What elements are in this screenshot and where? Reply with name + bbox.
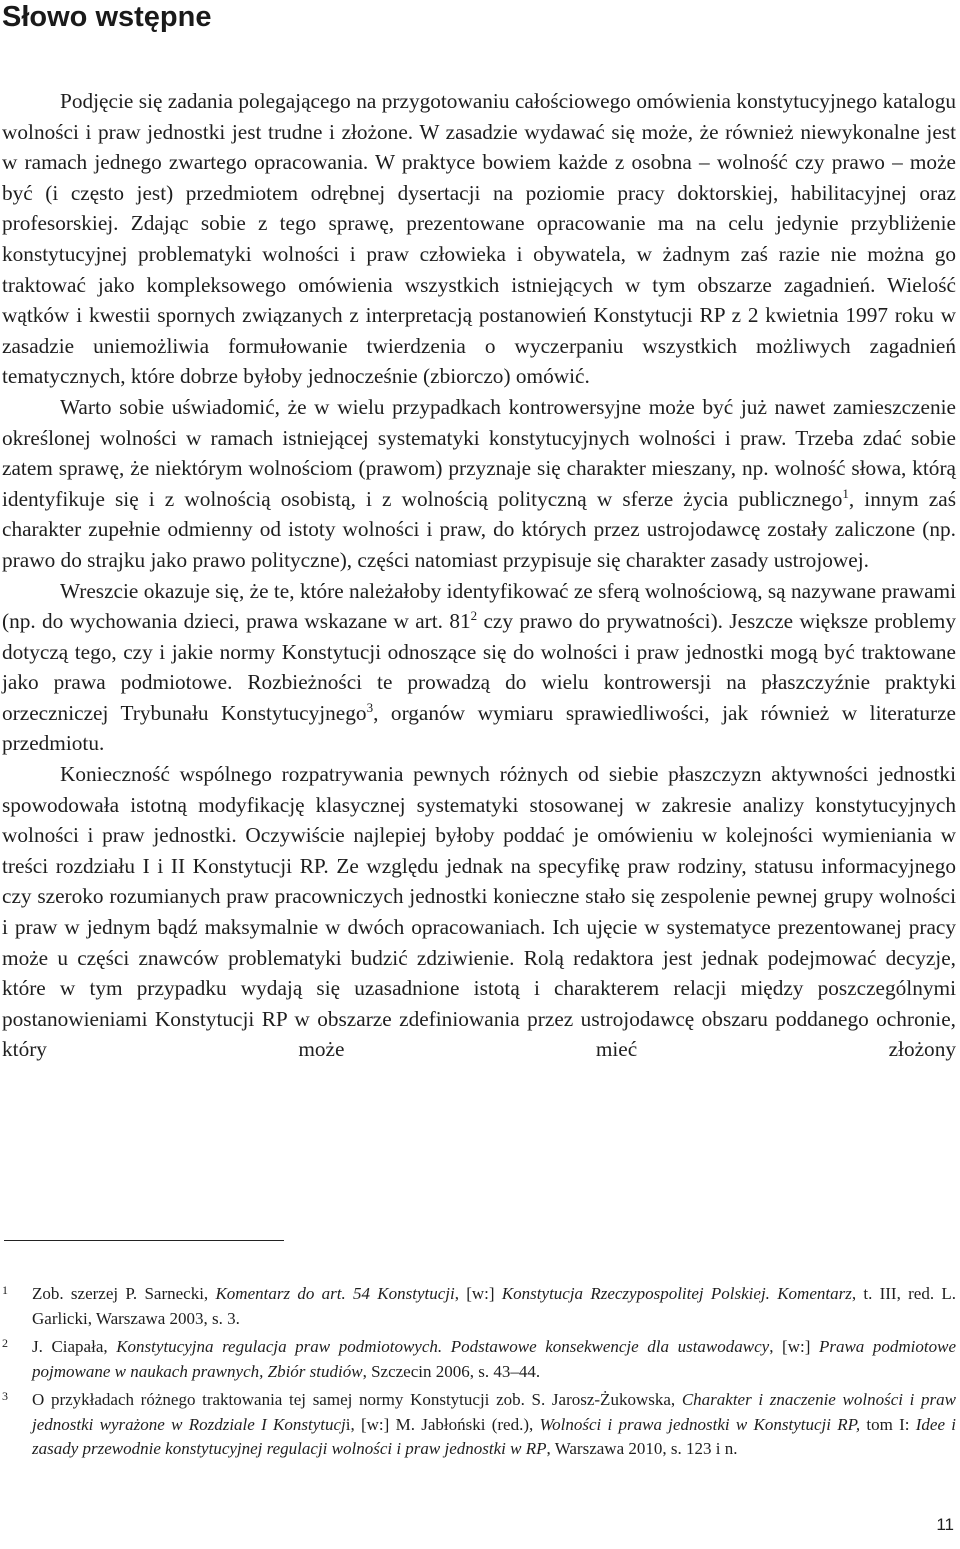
footnote-title: Prawa podmiotowe pojmowane w naukach prawnych, Zbiór studiów — [32, 1337, 956, 1381]
paragraph-2 — [2, 392, 956, 576]
page-heading: Słowo wstępne — [2, 1, 212, 33]
footnote-text: , Szczecin 2006, s. 43–44. — [362, 1361, 541, 1381]
footnotes — [2, 1282, 956, 1466]
footnote-1 — [2, 1282, 956, 1331]
footnote-2 — [2, 1335, 956, 1384]
footnote-number: 3 — [2, 1389, 8, 1403]
footnote-number: 2 — [2, 1336, 8, 1350]
footnote-text: J. Ciapała, — [32, 1337, 117, 1356]
footnote-title: Komentarz do art. 54 Konstytucji — [215, 1284, 455, 1303]
footnote-ref-1: 1 — [842, 485, 849, 501]
footnote-text: , Warszawa 2010, s. 123 i n. — [546, 1439, 738, 1458]
paragraph-3 — [2, 576, 956, 760]
footnote-separator — [4, 1240, 284, 1241]
footnote-title: Konstytucja Rzeczypospolitej Polskiej. Komentarz — [501, 1284, 852, 1303]
footnote-text: tom I: — [860, 1414, 916, 1434]
paragraph-3-part-c: , organów wymiaru sprawiedliwości, jak również w literaturze przedmiotu. — [2, 700, 956, 756]
paragraph-3-part-b: czy prawo do prywatności). Jeszcze większe problemy dotyczą tego, czy i jakie normy Konstytucji odnoszące się do wolności i praw jednostki mogą być traktowane jako prawa podmiotowe. Rozbieżności te prowadzą do wielu kontrowersji na płaszczyźnie praktyki orzeczniczej Trybunału Konstytucyjnego — [2, 609, 956, 725]
footnote-title: Wolności i prawa jednostki w Konstytucji RP, — [539, 1414, 861, 1434]
page-number: 11 — [936, 1515, 954, 1534]
footnote-ref-3: 3 — [366, 699, 374, 715]
footnote-text: , [w:] — [454, 1284, 502, 1303]
footnote-text: Zob. szerzej P. Sarnecki, — [32, 1284, 216, 1303]
paragraph-2-part-b: , innym zaś charakter zupełnie odmienny od istoty wolności i praw, do których przez ustrojodawcę zostały zaliczone (np. prawo do strajku jako prawo polityczne), części natomiast przypisuje się charakter zasady ustrojowej. — [2, 486, 957, 572]
paragraph-1: Podjęcie się zadania polegającego na przygotowaniu całościowego omówienia konstytucyjnego katalogu wolności i praw jednostki jest trudne i złożone. W zasadzie wydawać się może, że również niewykonalne jest w ramach jednego zwartego opracowania. W praktyce bowiem każde z osobna – wolność czy prawo – może być (i często jest) przedmiotem odrębnej dysertacji na poziomie pracy doktorskiej, habilitacyjnej oraz profesorskiej. Zdając sobie z tego sprawę, prezentowane opracowanie ma na celu jedynie przybliżenie konstytucyjnej problematyki wolności i praw człowieka i obywatela, w żadnym zaś razie nie można go traktować jako kompleksowego omówienia wszystkich istniejących w tym obszarze zagadnień. Wielość wątków i kwestii spornych związanych z interpretacją postanowień Konstytucji RP z 2 kwietnia 1997 roku w zasadzie uniemożliwia formułowanie twierdzenia o wyczerpaniu wszystkich możliwych zagadnień tematycznych, które dobrze byłoby jednocześnie (zbiorczo) omówić. — [2, 89, 956, 389]
footnote-title: Konstytucyjna regulacja praw podmiotowych. Podstawowe konsekwencje dla ustawodawcy — [116, 1337, 770, 1356]
footnote-3 — [2, 1388, 956, 1462]
footnote-text: O przykładach różnego traktowania tej samej normy Konstytucji zob. S. Jarosz-Żukowska, — [32, 1390, 682, 1409]
footnote-number: 1 — [2, 1283, 8, 1297]
paragraph-4: Konieczność wspólnego rozpatrywania pewnych różnych od siebie płaszczyzn aktywności jednostki spowodowała istotną modyfikację klasycznej systematyki stosowanej w zakresie analizy konstytucyjnych wolności i praw jednostki. Oczywiście najlepiej byłoby poddać je omówieniu w kolejności wymieniania w treści rozdziału I i II Konstytucji RP. Ze względu jednak na specyfikę praw rodziny, statusu informacyjnego czy szeroko rozumianych praw pracowniczych jednostki konieczne stało się zespolenie pewnej grupy wolności i praw w jednym bądź maksymalnie w dwóch opracowaniach. Ich ujęcie w systematyce prezentowanej pracy może u części znawców problematyki budzić zdziwienie. Rolą redaktora jest jednak podejmować decyzje, które w tym przypadku wydają się uzasadnione istotą i charakterem relacji między poszczególnymi postanowieniami Konstytucji RP w obszarze zdefiniowania przez ustrojodawcę obszaru poddanego ochronie, który może mieć złożony — [2, 762, 956, 1062]
footnote-text: i, [w:] M. Jabłoński (red.), — [345, 1414, 540, 1434]
footnote-text: , t. III, red. L. Garlicki, Warszawa 2003, s. 3. — [32, 1284, 956, 1328]
paragraph-3-part-a: Wreszcie okazuje się, że te, które należałoby identyfikować ze sferą wolnościową, są nazywane prawami (np. do wychowania dzieci, prawa wskazane w art. 81 — [2, 578, 956, 634]
footnote-title: Charakter i znaczenie wolności i praw jednostki wyrażone w Rozdziale I Konstytucj — [32, 1390, 956, 1434]
main-text — [2, 86, 956, 1065]
footnote-ref-2: 2 — [470, 608, 478, 624]
footnote-text: , [w:] — [769, 1337, 819, 1356]
footnote-title: Idee i zasady przewodnie konstytucyjnej regulacji wolności i praw jednostki w RP — [32, 1414, 957, 1458]
paragraph-2-part-a: Warto sobie uświadomić, że w wielu przypadkach kontrowersyjne może być już nawet zamieszczenie określonej wolności w ramach istniejącej systematyki konstytucyjnych wolności i praw. Trzeba zdać sobie zatem sprawę, że niektórym wolnościom (prawom) przyznaje się charakter mieszany, np. wolność słowa, którą identyfikuje się i z wolnością osobistą, i z wolnością polityczną w sferze życia publicznego — [2, 394, 956, 511]
